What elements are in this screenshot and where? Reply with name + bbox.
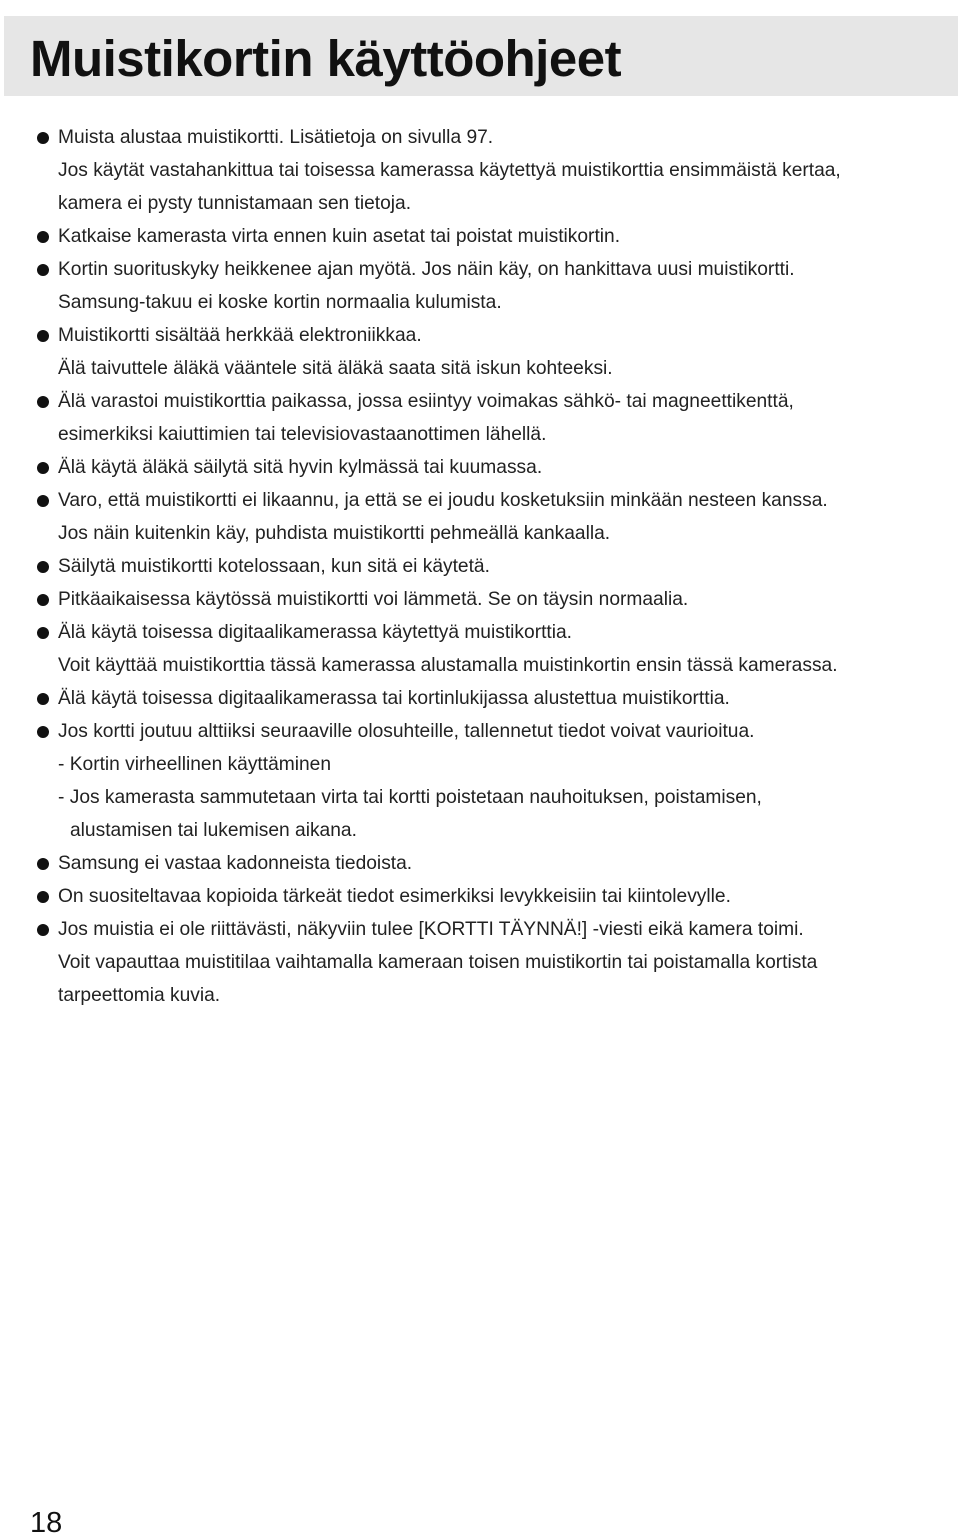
- list-item-text: Älä varastoi muistikorttia paikassa, jossa esiintyy voimakas sähkö- tai magneettikenttä,: [58, 391, 794, 412]
- page-title: Muistikortin käyttöohjeet: [30, 30, 622, 87]
- bullet-icon: [37, 495, 49, 507]
- list-item-text: Älä taivuttele äläkä vääntele sitä äläkä saata sitä iskun kohteeksi.: [58, 358, 613, 379]
- list-item-text: Voit vapauttaa muistitilaa vaihtamalla kameraan toisen muistikortin tai poistamalla kortista: [58, 952, 818, 973]
- bullet-icon: [37, 264, 49, 276]
- bullet-icon: [37, 726, 49, 738]
- list-item-text: Samsung-takuu ei koske kortin normaalia kulumista.: [58, 292, 502, 313]
- bullet-icon: [37, 462, 49, 474]
- list-item-text: Varo, että muistikortti ei likaannu, ja että se ei joudu kosketuksiin minkään nesteen kanssa.: [58, 490, 828, 511]
- list-item-text: Voit käyttää muistikorttia tässä kamerassa alustamalla muistinkortin ensin tässä kamerassa.: [58, 655, 838, 676]
- bullet-icon: [37, 396, 49, 408]
- list-item-text: Säilytä muistikortti kotelossaan, kun sitä ei käytetä.: [58, 556, 490, 577]
- list-item-text: Älä käytä toisessa digitaalikamerassa käytettyä muistikorttia.: [58, 622, 573, 643]
- bullet-icon: [37, 231, 49, 243]
- list-item-text: alustamisen tai lukemisen aikana.: [70, 820, 357, 841]
- list-item-text: tarpeettomia kuvia.: [58, 985, 221, 1006]
- list-item-text: - Jos kamerasta sammutetaan virta tai kortti poistetaan nauhoituksen, poistamisen,: [58, 787, 762, 808]
- list-item-text: Älä käytä äläkä säilytä sitä hyvin kylmässä tai kuumassa.: [58, 457, 543, 478]
- bullet-icon: [37, 924, 49, 936]
- list-item-text: Älä käytä toisessa digitaalikamerassa tai kortinlukijassa alustettua muistikorttia.: [58, 688, 730, 709]
- list-item-text: Jos näin kuitenkin käy, puhdista muistikortti pehmeällä kankaalla.: [58, 523, 611, 544]
- bullet-icon: [37, 891, 49, 903]
- list-item-text: kamera ei pysty tunnistamaan sen tietoja.: [58, 193, 412, 214]
- list-item-text: Kortin suorituskyky heikkenee ajan myötä. Jos näin käy, on hankittava uusi muistikortti.: [58, 259, 795, 280]
- bullet-icon: [37, 693, 49, 705]
- list-item-text: Muista alustaa muistikortti. Lisätietoja on sivulla 97.: [58, 127, 494, 148]
- bullet-icon: [37, 132, 49, 144]
- bullet-icon: [37, 858, 49, 870]
- bullet-icon: [37, 627, 49, 639]
- list-item-text: Jos muistia ei ole riittävästi, näkyviin tulee [KORTTI TÄYNNÄ!] -viesti eikä kamera toimi.: [58, 919, 804, 940]
- list-item-text: Jos käytät vastahankittua tai toisessa kamerassa käytettyä muistikorttia ensimmäistä kertaa,: [58, 160, 841, 181]
- list-item-text: Pitkäaikaisessa käytössä muistikortti voi lämmetä. Se on täysin normaalia.: [58, 589, 689, 610]
- bullet-icon: [37, 594, 49, 606]
- list-item-text: Samsung ei vastaa kadonneista tiedoista.: [58, 853, 413, 874]
- page-number: 18: [30, 1507, 63, 1539]
- list-item-text: Jos kortti joutuu alttiiksi seuraaville olosuhteille, tallennetut tiedot voivat vaurioitua.: [58, 721, 755, 742]
- list-item-text: Katkaise kamerasta virta ennen kuin asetat tai poistat muistikortin.: [58, 226, 621, 247]
- list-item-text: Muistikortti sisältää herkkää elektroniikkaa.: [58, 325, 422, 346]
- bullet-icon: [37, 561, 49, 573]
- list-item-text: On suositeltavaa kopioida tärkeät tiedot esimerkiksi levykkeisiin tai kiintolevylle.: [58, 886, 731, 907]
- bullet-icon: [37, 330, 49, 342]
- list-item-text: - Kortin virheellinen käyttäminen: [58, 754, 332, 775]
- list-item-text: esimerkiksi kaiuttimien tai televisiovastaanottimen lähellä.: [58, 424, 547, 445]
